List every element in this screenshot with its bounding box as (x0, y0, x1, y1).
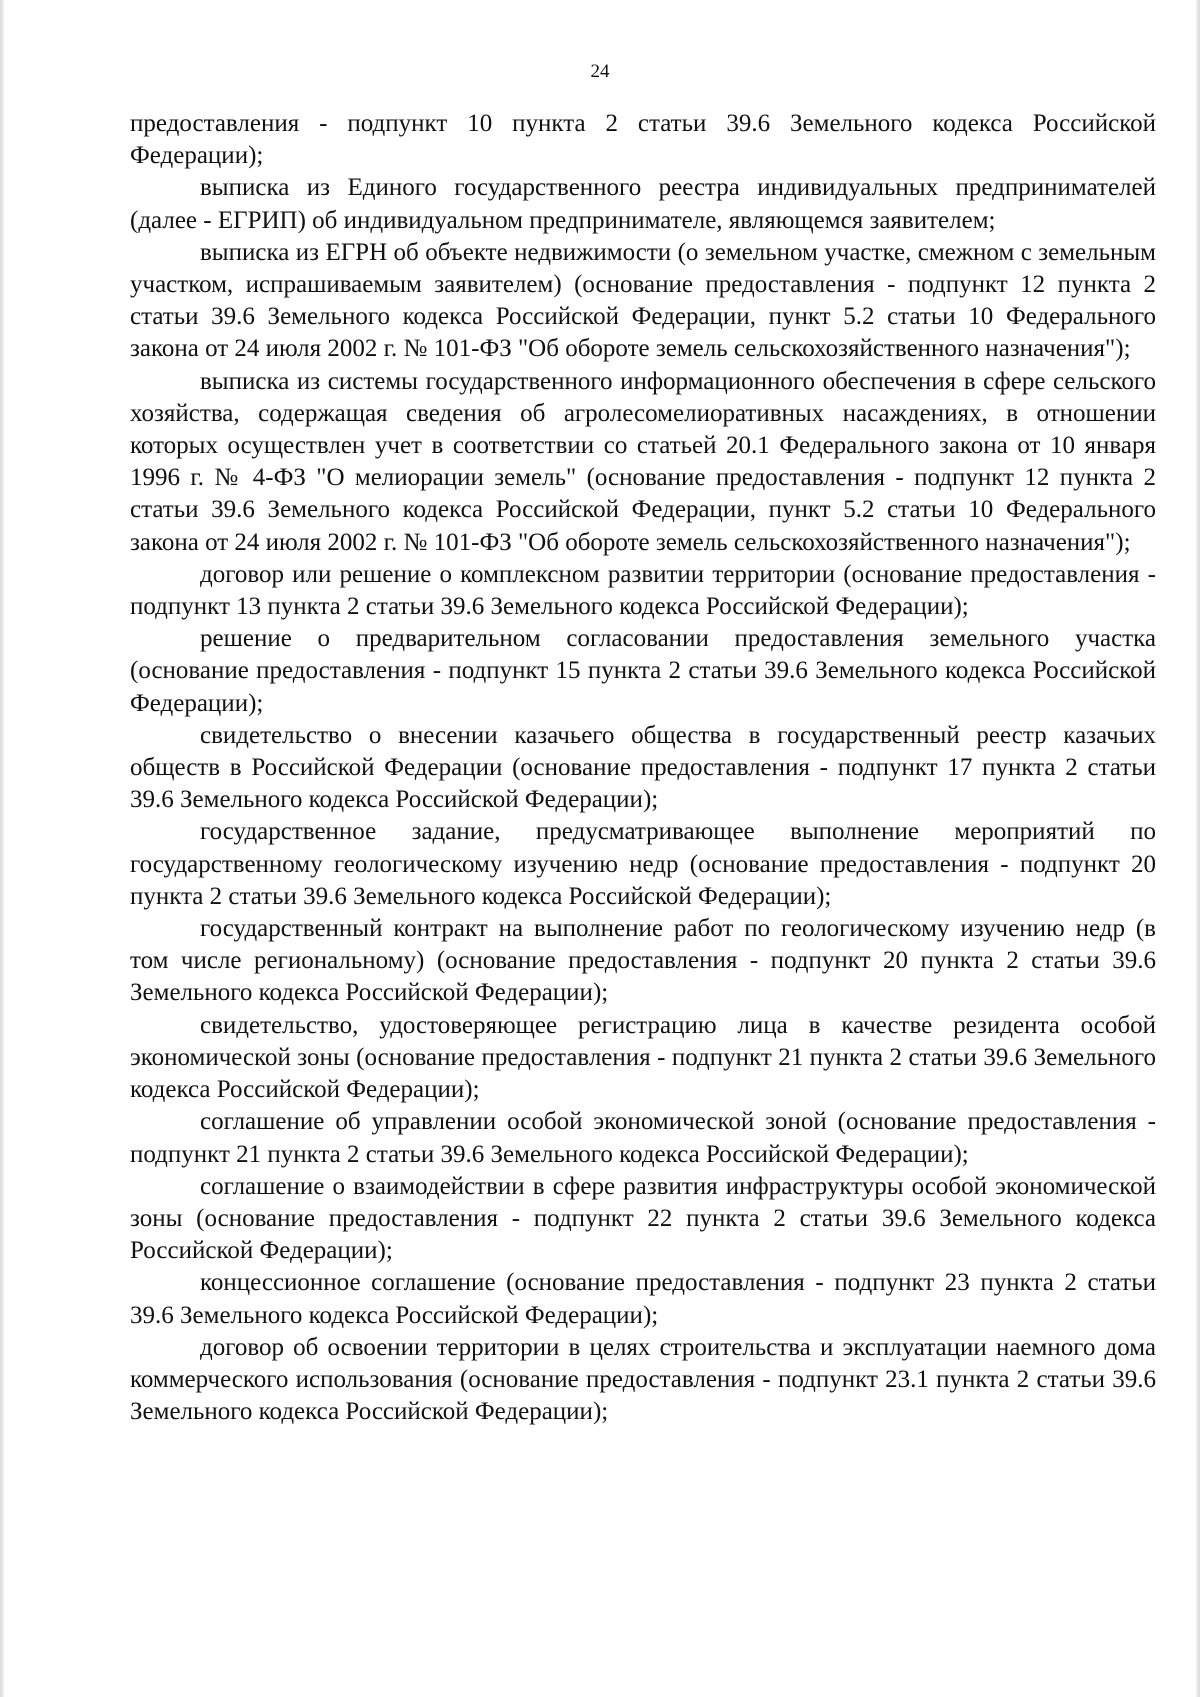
paragraph-rental-house: договор об освоении территории в целях строительства и эксплуатации наемного дома коммерческого использования (основание предоставления - подпункт 23.1 пункта 2 статьи 39.6 Земельного кодекса Российской Федерации); (130, 1333, 1156, 1426)
paragraph-agro-system-extract: выписка из системы государственного информационного обеспечения в сфере сельского хозяйства, содержащая сведения об агролесомелиоративных насаждениях, в отношении которых осуществлен учет в соответствии со статьей 20.1 Федерального закона от 10 января 1996 г. № 4-ФЗ "О мелиорации земель" (основание предоставления - подпункт 12 пункта 2 статьи 39.6 Земельного кодекса Российской Федерации, пункт 5.2 статьи 10 Федерального закона от 24 июля 2002 г. № 101-ФЗ "Об обороте земель сельскохозяйственного назначения"); (130, 367, 1156, 556)
paragraph-cossack-society: свидетельство о внесении казачьего общества в государственный реестр казачьих обществ в Российской Федерации (основание предоставления - подпункт 17 пункта 2 статьи 39.6 Земельного кодекса Российской Федерации); (130, 721, 1156, 814)
paragraph-continuation: предоставления - подпункт 10 пункта 2 статьи 39.6 Земельного кодекса Российской Федерации); (130, 110, 1156, 170)
paragraph-state-assignment: государственное задание, предусматривающее выполнение мероприятий по государственному геологическому изучению недр (основание предоставления - подпункт 20 пункта 2 статьи 39.6 Земельного кодекса Российской Федерации); (130, 818, 1156, 910)
paragraph-state-contract: государственный контракт на выполнение работ по геологическому изучению недр (в том числе региональному) (основание предоставления - подпункт 20 пункта 2 статьи 39.6 Земельного кодекса Российской Федерации); (130, 915, 1156, 1007)
paragraph-egrip-extract: выписка из Единого государственного реестра индивидуальных предпринимателей (далее - ЕГРИП) об индивидуальном предпринимателе, являющемся заявителем; (130, 174, 1156, 234)
paragraph-preliminary-approval: решение о предварительном согласовании предоставления земельного участка (основание предоставления - подпункт 15 пункта 2 статьи 39.6 Земельного кодекса Российской Федерации); (130, 625, 1156, 717)
scan-edge-right (1196, 0, 1200, 1697)
paragraph-sez-infrastructure: соглашение о взаимодействии в сфере развития инфраструктуры особой экономической зоны (основание предоставления - подпункт 22 пункта 2 статьи 39.6 Земельного кодекса Российской Федерации); (130, 1172, 1156, 1265)
paragraph-egrn-extract: выписка из ЕГРН об объекте недвижимости (о земельном участке, смежном с земельным участком, испрашиваемым заявителем) (основание предоставления - подпункт 12 пункта 2 статьи 39.6 Земельного кодекса Российской Федерации, пункт 5.2 статьи 10 Федерального закона от 24 июля 2002 г. № 101-ФЗ "Об обороте земель сельскохозяйственного назначения"); (130, 238, 1156, 363)
paragraph-concession: концессионное соглашение (основание предоставления - подпункт 23 пункта 2 статьи 39.6 Земельного кодекса Российской Федерации); (130, 1269, 1156, 1329)
paragraph-territory-development: договор или решение о комплексном развитии территории (основание предоставления - подпункт 13 пункта 2 статьи 39.6 Земельного кодекса Российской Федерации); (130, 560, 1156, 621)
paragraph-sez-resident: свидетельство, удостоверяющее регистрацию лица в качестве резидента особой экономической зоны (основание предоставления - подпункт 21 пункта 2 статьи 39.6 Земельного кодекса Российской Федерации); (130, 1011, 1156, 1104)
document-body (130, 108, 1156, 1428)
scan-edge-left (0, 0, 4, 1697)
page-number: 24 (590, 61, 610, 82)
paragraph-sez-management: соглашение об управлении особой экономической зоной (основание предоставления - подпункт 21 пункта 2 статьи 39.6 Земельного кодекса Российской Федерации); (130, 1108, 1156, 1168)
